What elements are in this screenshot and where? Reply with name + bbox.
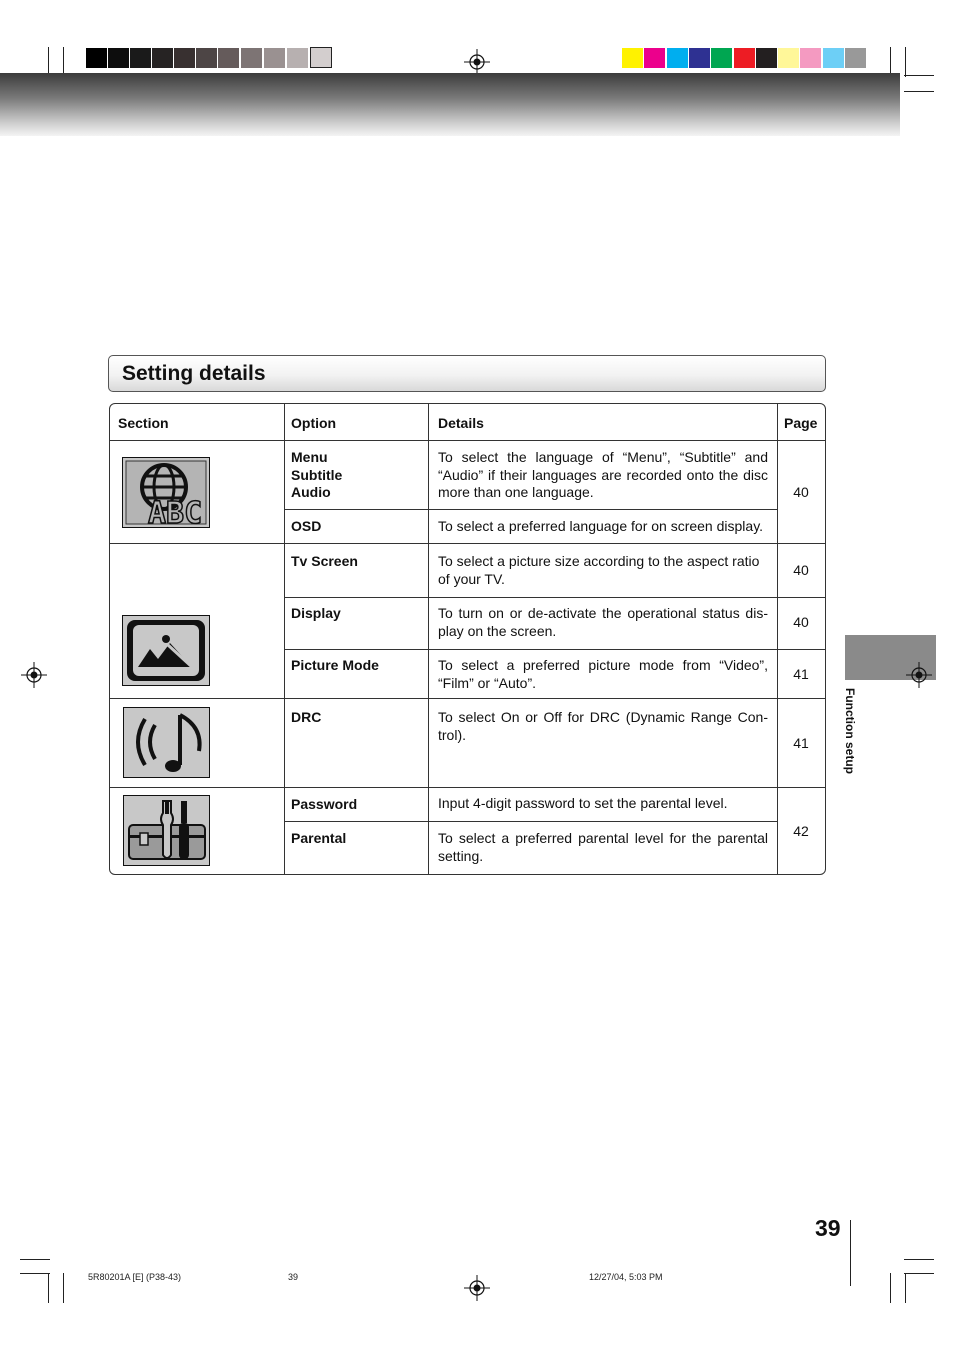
gray-swatch xyxy=(241,48,263,68)
page-ref: 41 xyxy=(793,735,809,751)
color-swatch xyxy=(734,48,756,68)
page-ref: 40 xyxy=(793,562,809,578)
registration-mark-icon xyxy=(20,661,48,689)
gray-swatch xyxy=(264,48,286,68)
section-heading: Setting details xyxy=(122,362,266,385)
gray-swatch xyxy=(287,48,309,68)
picture-display-icon xyxy=(122,615,210,686)
side-tab-label: Function setup xyxy=(843,688,857,774)
color-swatch xyxy=(800,48,822,68)
gray-swatch xyxy=(310,47,332,68)
option-osd: OSD xyxy=(291,518,322,534)
audio-music-note-icon xyxy=(123,707,210,778)
details-language: To select the language of “Menu”, “Subtitle” and “Audio” if their languages are recorded onto the disc more than one language. xyxy=(438,449,768,500)
gray-swatch xyxy=(108,48,130,68)
color-swatch xyxy=(778,48,800,68)
tools-toolbox-icon xyxy=(123,795,210,866)
header-gradient-band xyxy=(0,73,900,136)
registration-mark-icon xyxy=(463,48,491,76)
header-section: Section xyxy=(118,415,169,431)
gray-swatch xyxy=(86,48,108,68)
svg-text:ABC: ABC xyxy=(148,496,203,528)
color-swatch xyxy=(667,48,689,68)
page-ref: 41 xyxy=(793,666,809,682)
option-picture-mode: Picture Mode xyxy=(291,657,379,673)
details-drc: To select On or Off for DRC (Dynamic Range Con-trol). xyxy=(438,709,768,743)
gray-swatch xyxy=(218,48,240,68)
option-tv-screen: Tv Screen xyxy=(291,553,358,569)
color-swatch xyxy=(711,48,733,68)
footer-file-name: 5R80201A [E] (P38-43) xyxy=(88,1272,182,1282)
settings-table xyxy=(109,403,826,875)
gray-swatch xyxy=(174,48,196,68)
color-swatch xyxy=(689,48,711,68)
section-heading-box xyxy=(108,355,826,392)
color-swatch xyxy=(644,48,666,68)
page-ref: 42 xyxy=(793,823,809,839)
page-ref: 40 xyxy=(793,484,809,500)
details-picture-mode: To select a preferred picture mode from “Video”, “Film” or “Auto”. xyxy=(438,657,768,691)
option-audio: Audio xyxy=(291,484,331,500)
gray-swatch xyxy=(152,48,174,68)
color-swatch xyxy=(823,48,845,68)
details-tv-screen: To select a picture size according to the aspect ratio of your TV. xyxy=(438,553,760,587)
details-parental: To select a preferred parental level for the parental setting. xyxy=(438,830,768,864)
option-parental: Parental xyxy=(291,830,347,846)
details-osd: To select a preferred language for on screen display. xyxy=(438,518,764,534)
option-drc: DRC xyxy=(291,709,322,725)
header-page: Page xyxy=(784,415,818,431)
gray-swatch xyxy=(130,48,152,68)
option-display: Display xyxy=(291,605,341,621)
page-number: 39 xyxy=(815,1215,841,1241)
color-swatch xyxy=(845,48,867,68)
page-ref: 40 xyxy=(793,614,809,630)
option-subtitle: Subtitle xyxy=(291,467,343,483)
color-swatch xyxy=(622,48,644,68)
color-swatch xyxy=(756,48,778,68)
header-details: Details xyxy=(438,415,484,431)
footer-page: 39 xyxy=(288,1272,299,1282)
registration-mark-icon xyxy=(463,1274,491,1302)
option-menu: Menu xyxy=(291,449,328,465)
footer-timestamp: 12/27/04, 5:03 PM xyxy=(589,1272,663,1282)
language-globe-abc-icon xyxy=(122,457,210,528)
details-display: To turn on or de-activate the operational status dis-play on the screen. xyxy=(438,605,768,639)
registration-mark-icon xyxy=(905,661,933,689)
header-option: Option xyxy=(291,415,337,431)
option-password: Password xyxy=(291,796,358,812)
details-password: Input 4-digit password to set the parental level. xyxy=(438,795,728,811)
gray-swatch xyxy=(196,48,218,68)
